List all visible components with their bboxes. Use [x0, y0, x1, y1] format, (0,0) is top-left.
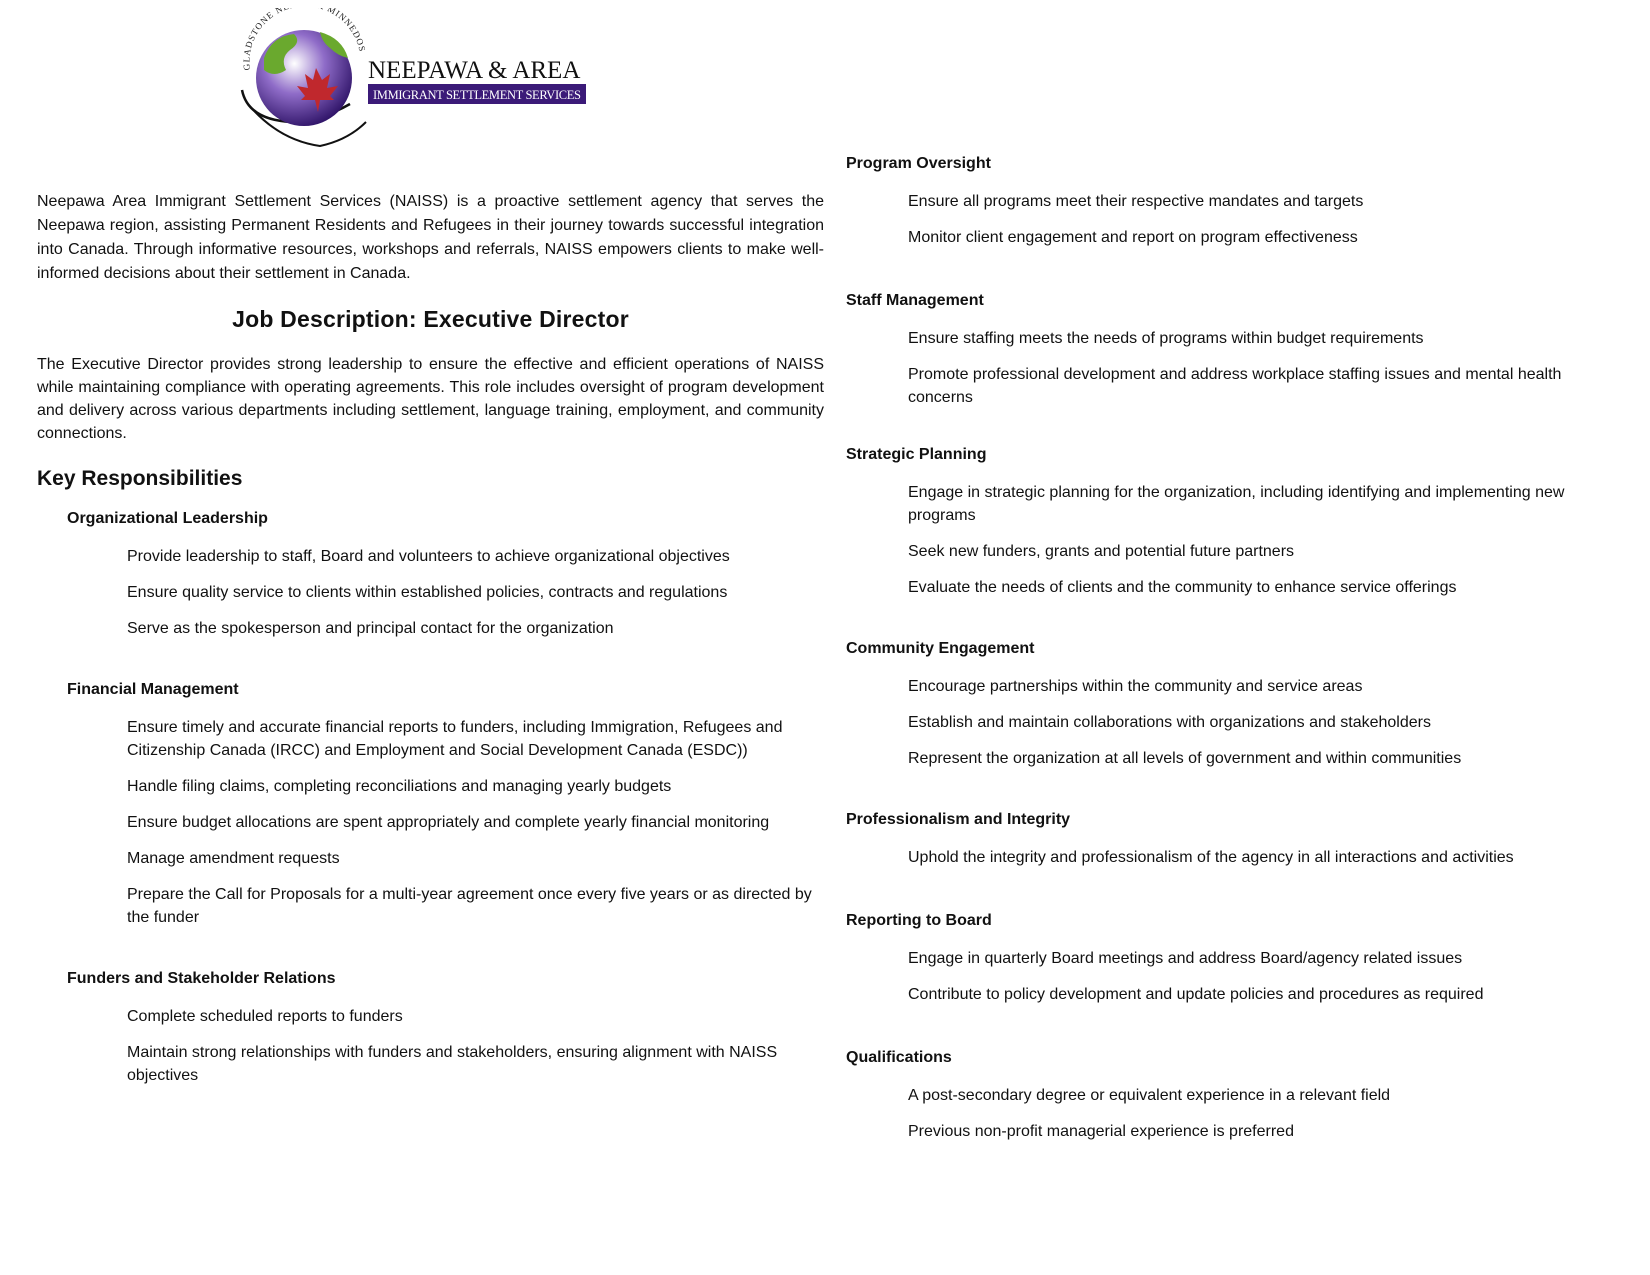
list-item: Ensure quality service to clients within established policies, contracts and regulations — [127, 584, 728, 601]
section-qualifications — [846, 1048, 1626, 1143]
section-heading: Program Oversight — [846, 155, 991, 172]
list-item: Provide leadership to staff, Board and volunteers to achieve organizational objectives — [127, 548, 730, 565]
section-financial-management — [37, 680, 824, 929]
responsibility-list — [846, 947, 1626, 1006]
section-heading: Community Engagement — [846, 640, 1035, 657]
right-column — [846, 154, 1626, 1156]
section-professionalism-integrity — [846, 810, 1626, 869]
section-staff-management — [846, 291, 1626, 409]
responsibility-list — [37, 545, 824, 640]
list-item: Encourage partnerships within the community and service areas — [908, 678, 1363, 695]
list-item: Establish and maintain collaborations with organizations and stakeholders — [908, 714, 1431, 731]
list-item: Ensure budget allocations are spent appropriately and complete yearly financial monitoring — [127, 814, 770, 831]
job-title: Job Description: Executive Director — [232, 306, 629, 332]
list-item: Prepare the Call for Proposals for a multi-year agreement once every five years or as directed by the funder — [127, 886, 812, 926]
responsibility-list — [846, 846, 1626, 869]
responsibility-list — [846, 675, 1626, 770]
list-item: Manage amendment requests — [127, 850, 340, 867]
logo-arc-text: GLADSTONE N MINNEDOS — [241, 8, 368, 71]
list-item: Evaluate the needs of clients and the community to enhance service offerings — [908, 579, 1457, 596]
section-heading: Reporting to Board — [846, 912, 992, 929]
section-heading: Organizational Leadership — [67, 510, 268, 527]
key-responsibilities-heading: Key Responsibilities — [37, 467, 243, 490]
organization-logo — [238, 8, 638, 148]
list-item: Promote professional development and address workplace staffing issues and mental health concerns — [908, 366, 1562, 406]
section-heading: Professionalism and Integrity — [846, 811, 1071, 828]
list-item: Previous non-profit managerial experience is preferred — [908, 1123, 1294, 1140]
list-item: Represent the organization at all levels of government and within communities — [908, 750, 1462, 767]
intro-paragraph: Neepawa Area Immigrant Settlement Services (NAISS) is a proactive settlement agency that serves the Neepawa region, assisting Permanent Residents and Refugees in their journey towards successful integration into Canada. Through informative resources, workshops and referrals, NAISS empowers clients to make well-informed decisions about their settlement in Canada. — [37, 193, 824, 282]
section-heading: Financial Management — [67, 681, 239, 698]
list-item: Contribute to policy development and update policies and procedures as required — [908, 986, 1484, 1003]
list-item: A post-secondary degree or equivalent experience in a relevant field — [908, 1087, 1391, 1104]
left-column — [37, 190, 824, 1100]
list-item: Complete scheduled reports to funders — [127, 1008, 403, 1025]
list-item: Maintain strong relationships with funders and stakeholders, ensuring alignment with NAISS objectives — [127, 1044, 778, 1084]
list-item: Uphold the integrity and professionalism of the agency in all interactions and activities — [908, 849, 1514, 866]
section-heading: Staff Management — [846, 292, 984, 309]
section-strategic-planning — [846, 445, 1626, 599]
section-heading: Strategic Planning — [846, 446, 987, 463]
responsibility-list — [846, 190, 1626, 249]
responsibility-list — [37, 716, 824, 929]
list-item: Monitor client engagement and report on program effectiveness — [908, 229, 1358, 246]
section-heading: Qualifications — [846, 1049, 952, 1066]
list-item: Engage in quarterly Board meetings and address Board/agency related issues — [908, 950, 1463, 967]
list-item: Ensure staffing meets the needs of programs within budget requirements — [908, 330, 1424, 347]
list-item: Seek new funders, grants and potential future partners — [908, 543, 1295, 560]
logo-name: NEEPAWA & AREA — [368, 57, 581, 84]
section-organizational-leadership — [37, 509, 824, 640]
logo-graphic — [238, 8, 638, 148]
section-reporting-to-board — [846, 911, 1626, 1006]
section-program-oversight — [846, 154, 1626, 249]
role-description: The Executive Director provides strong leadership to ensure the effective and efficient operations of NAISS while maintaining compliance with operating agreements. This role includes oversight of program development and delivery across various departments including settlement, language training, employment, and community connections. — [37, 356, 824, 442]
qualifications-list — [846, 1084, 1626, 1143]
list-item: Serve as the spokesperson and principal contact for the organization — [127, 620, 614, 637]
list-item: Handle filing claims, completing reconciliations and managing yearly budgets — [127, 778, 672, 795]
section-community-engagement — [846, 639, 1626, 770]
responsibility-list — [846, 327, 1626, 409]
list-item: Ensure all programs meet their respective mandates and targets — [908, 193, 1364, 210]
list-item: Engage in strategic planning for the organization, including identifying and implementing new programs — [908, 484, 1565, 524]
responsibility-list — [846, 481, 1626, 599]
section-funders-stakeholder-relations — [37, 969, 824, 1087]
list-item: Ensure timely and accurate financial reports to funders, including Immigration, Refugees and Citizenship Canada (IRCC) and Employment and Social Development Canada (ESDC)) — [127, 719, 783, 759]
responsibility-list — [37, 1005, 824, 1087]
section-heading: Funders and Stakeholder Relations — [67, 970, 336, 987]
logo-subtitle: IMMIGRANT SETTLEMENT SERVICES — [373, 88, 581, 102]
